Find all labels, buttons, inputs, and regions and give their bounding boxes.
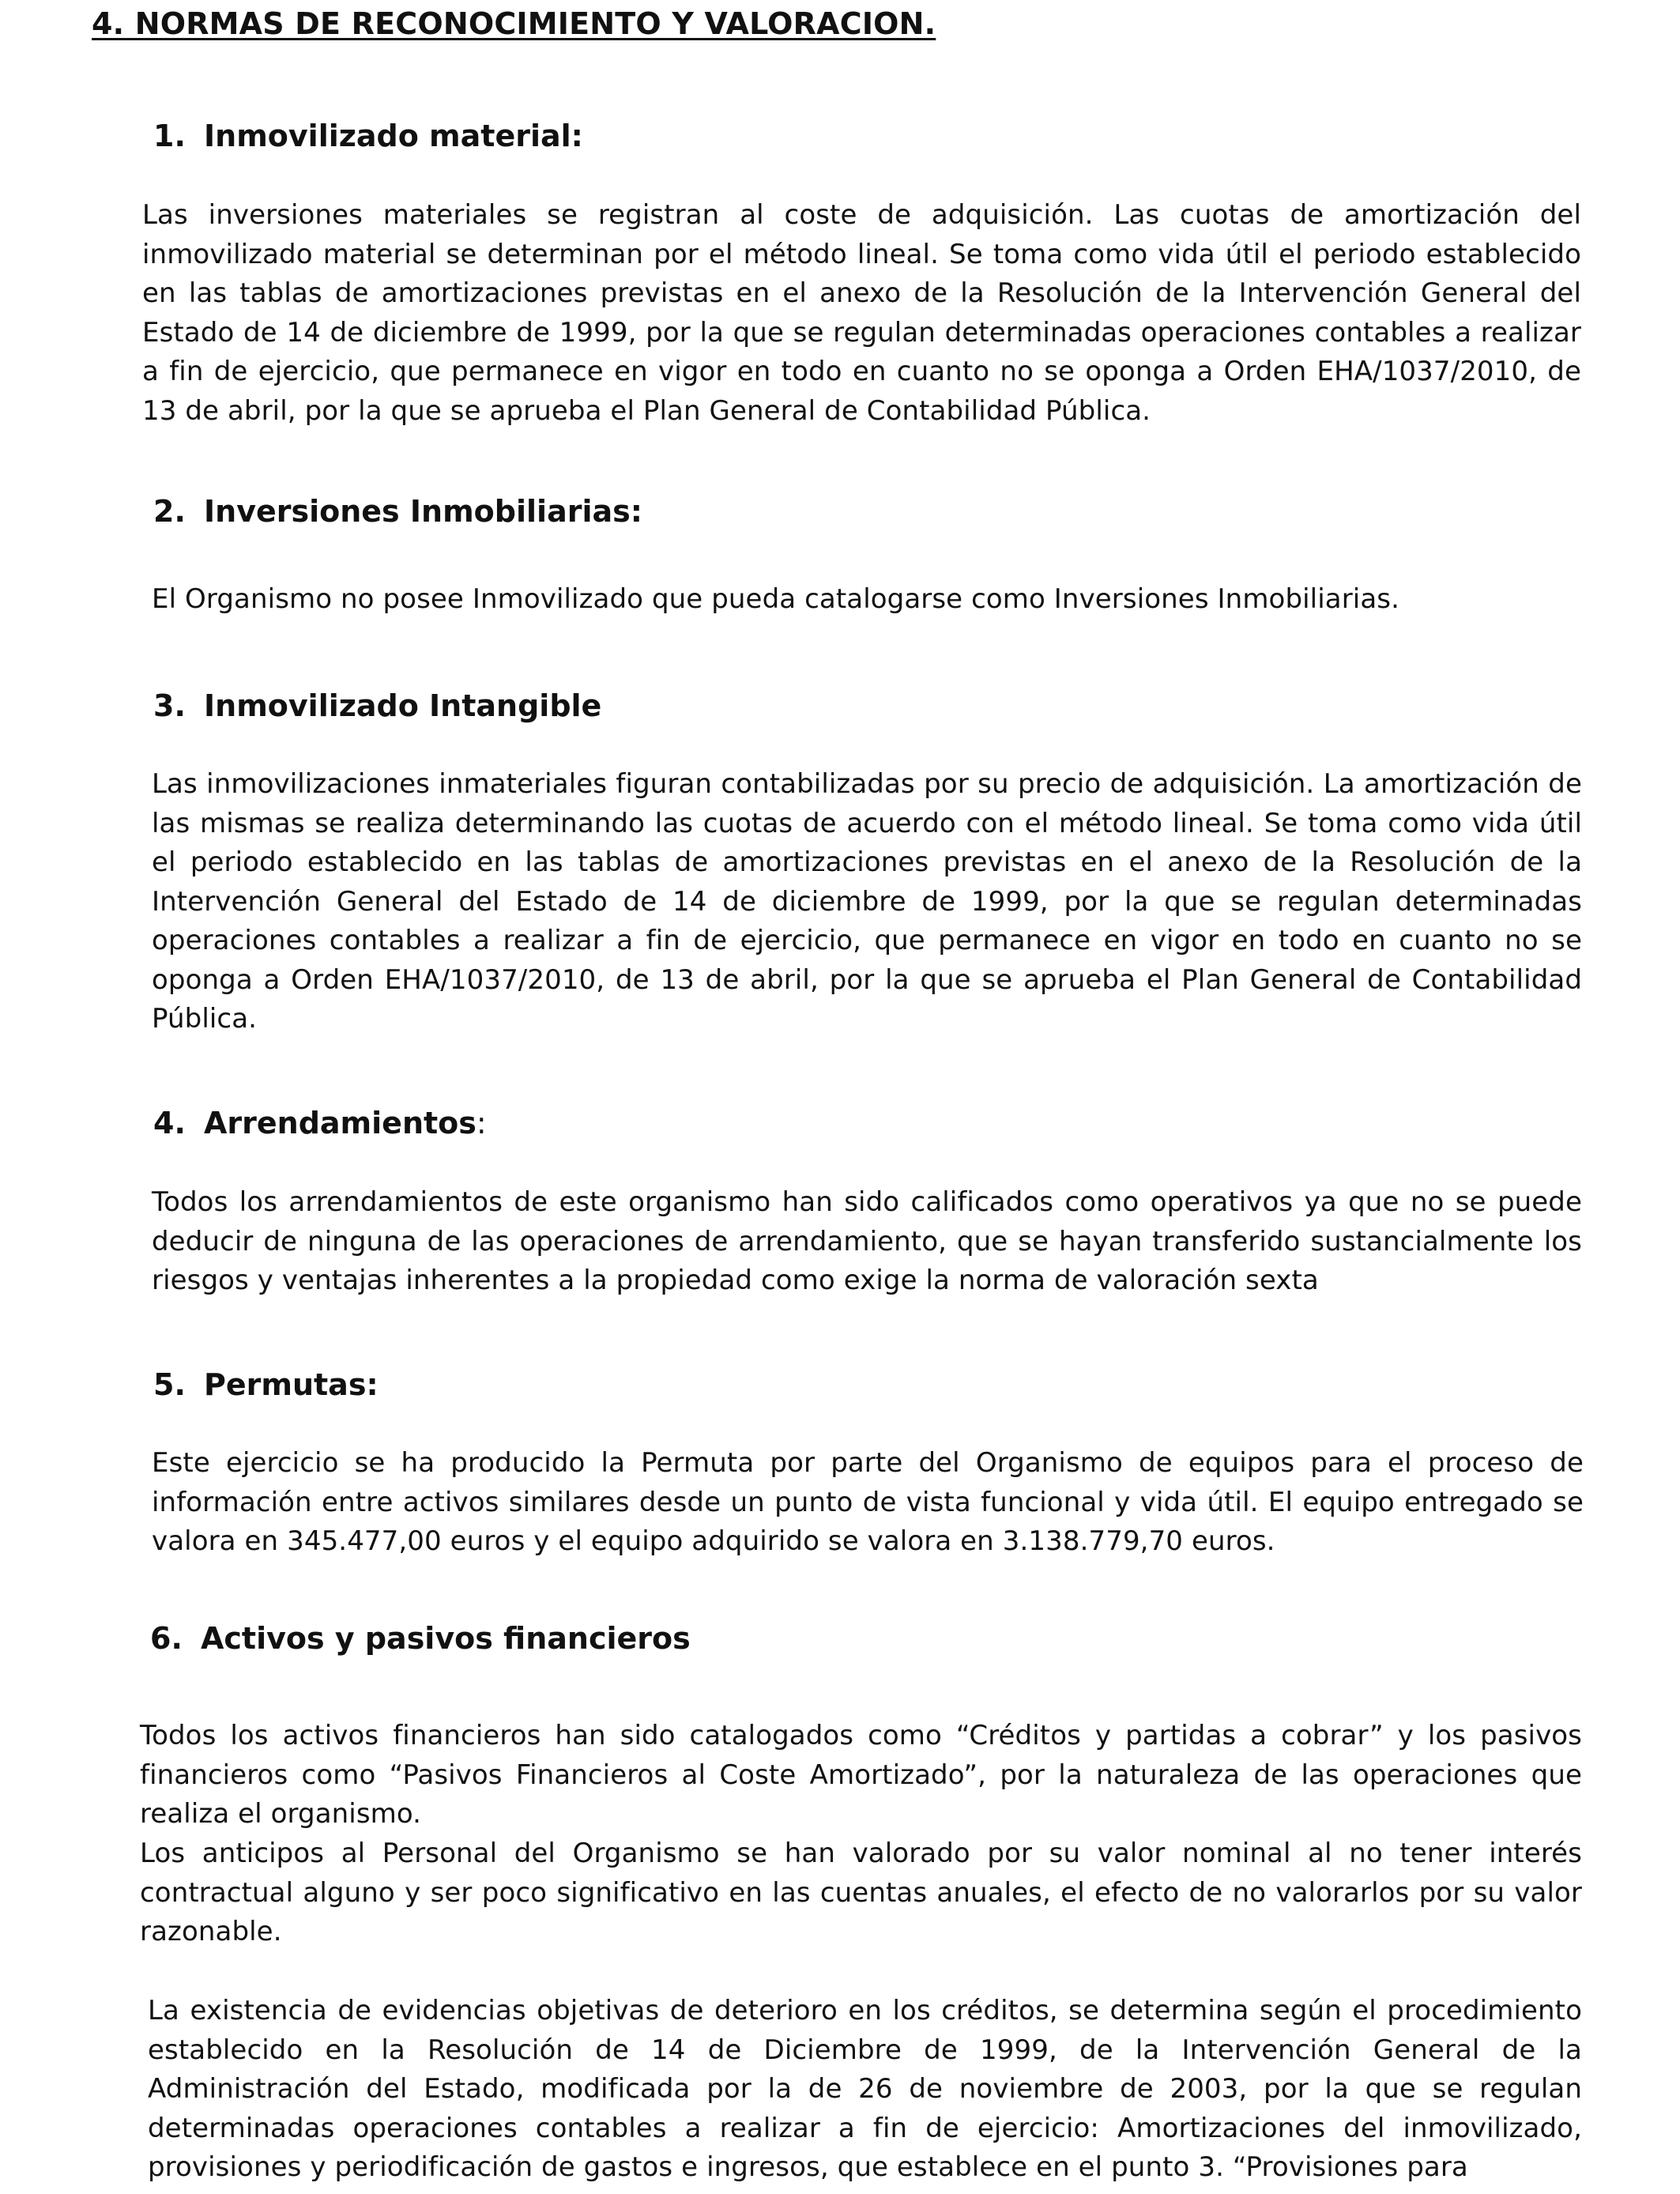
section-3-paragraph: Las inmovilizaciones inmateriales figuran contabilizadas por su precio de adquisición. La amortización de las mismas se realiza determinando las cuotas de acuerdo con el método lineal. Se toma como vida útil el periodo establecido en las tablas de amortizaciones previstas en el anexo de la Resolución de la Intervención General del Estado de 14 de diciembre de 1999, por la que se regulan determinadas operaciones contables a realizar a fin de ejercicio, que permanece en vigor en todo en cuanto no se oponga a Orden EHA/1037/2010, de 13 de abril, por la que se aprueba el Plan General de Contabilidad Pública. [152, 768, 1582, 1035]
section-6-paragraph-2: Los anticipos al Personal del Organismo se han valorado por su valor nominal al no tener interés contractual alguno y ser poco significativo en las cuentas anuales, el efecto de no valorarlos por su valor razonable. [140, 1838, 1582, 1947]
section-6-paragraph-1: Todos los activos financieros han sido catalogados como “Créditos y partidas a cobrar” y los pasivos financieros como “Pasivos Financieros al Coste Amortizado”, por la naturaleza de las operaciones que realiza el organismo. [140, 1720, 1582, 1830]
section-3-number: 3. [153, 688, 186, 723]
section-5-heading [153, 1367, 379, 1402]
section-1-heading [153, 119, 583, 153]
section-5-paragraph: Este ejercicio se ha producido la Permuta por parte del Organismo de equipos para el proceso de información entre activos similares desde un punto de vista funcional y vida útil. El equipo entregado se valora en 345.477,00 euros y el equipo adquirido se valora en 3.138.779,70 euros. [152, 1447, 1584, 1557]
section-3-title: Inmovilizado Intangible [204, 688, 602, 723]
section-4-title: Arrendamientos [204, 1106, 477, 1140]
section-4-number: 4. [153, 1106, 186, 1140]
section-4-heading [153, 1106, 487, 1140]
section-5-title: Permutas: [204, 1367, 379, 1402]
section-2-title: Inversiones Inmobiliarias: [204, 494, 642, 529]
section-2-paragraph: El Organismo no posee Inmovilizado que pueda catalogarse como Inversiones Inmobiliarias. [152, 583, 1399, 615]
section-1-paragraph: Las inversiones materiales se registran al coste de adquisición. Las cuotas de amortización del inmovilizado material se determinan por el método lineal. Se toma como vida útil el periodo establecido en las tablas de amortizaciones previstas en el anexo de la Resolución de la Intervención General del Estado de 14 de diciembre de 1999, por la que se regulan determinadas operaciones contables a realizar a fin de ejercicio, que permanece en vigor en todo en cuanto no se oponga a Orden EHA/1037/2010, de 13 de abril, por la que se aprueba el Plan General de Contabilidad Pública. [142, 199, 1581, 427]
section-2-number: 2. [153, 494, 186, 529]
section-6-number: 6. [150, 1621, 183, 1656]
section-6-paragraph-3: La existencia de evidencias objetivas de deterioro en los créditos, se determina según el procedimiento establecido en la Resolución de 14 de Diciembre de 1999, de la Intervención General de la Administración del Estado, modificada por la de 26 de noviembre de 2003, por la que se regulan determinadas operaciones contables a realizar a fin de ejercicio: Amortizaciones del inmovilizado, provisiones y periodificación de gastos e ingresos, que establece en el punto 3. “Provisiones para [148, 1995, 1582, 2183]
section-6-title: Activos y pasivos financieros [201, 1621, 691, 1656]
section-3-heading [153, 688, 601, 723]
section-2-heading [153, 494, 642, 529]
section-1-number: 1. [153, 119, 186, 153]
document-title: 4. NORMAS DE RECONOCIMIENTO Y VALORACION. [92, 6, 936, 41]
section-4-title-colon: : [476, 1106, 487, 1140]
section-1-title: Inmovilizado material: [204, 119, 583, 153]
section-5-number: 5. [153, 1367, 186, 1402]
section-4-paragraph: Todos los arrendamientos de este organismo han sido calificados como operativos ya que no se puede deducir de ninguna de las operaciones de arrendamiento, que se hayan transferido sustancialmente los riesgos y ventajas inherentes a la propiedad como exige la norma de valoración sexta [152, 1186, 1582, 1296]
section-6-heading [150, 1621, 691, 1656]
